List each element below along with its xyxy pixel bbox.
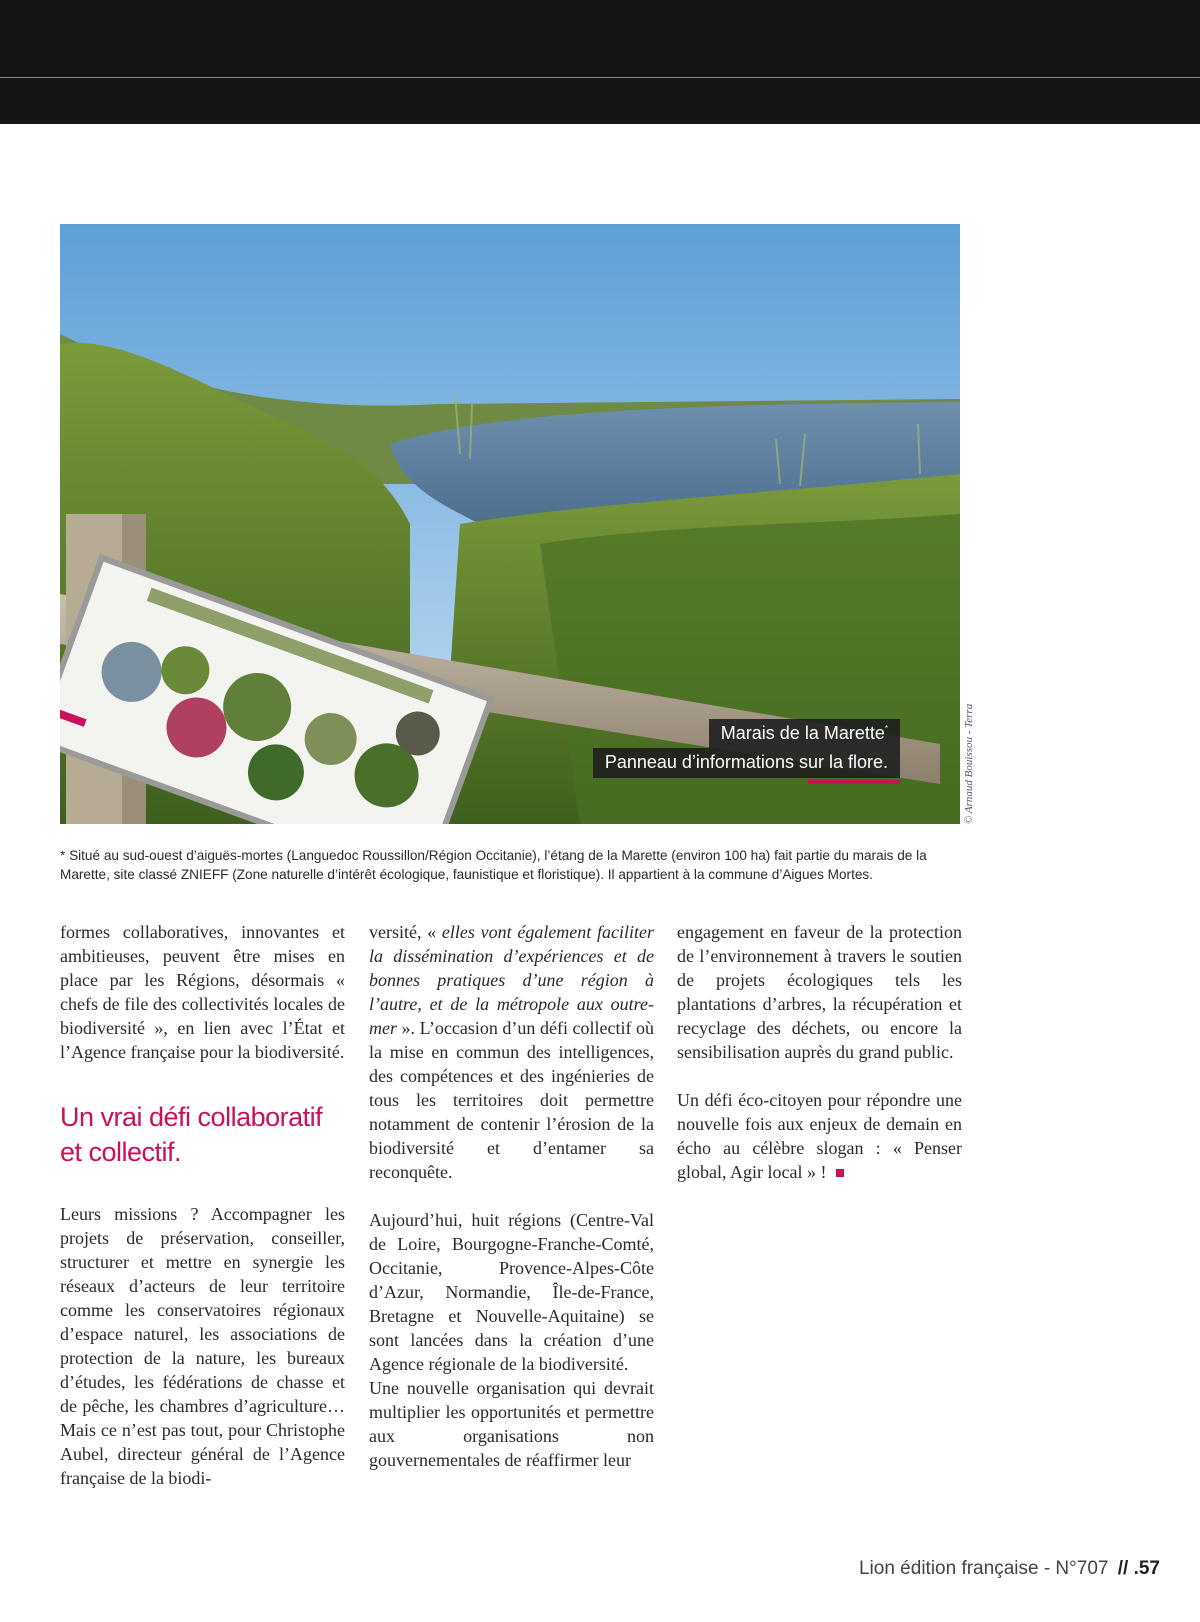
- article-column-1: [60, 920, 345, 1490]
- section-heading: Un vrai défi collaboratif et collectif.: [60, 1102, 323, 1167]
- paragraph: formes collaboratives, innovantes et ambitieuses, peuvent être mises en place par les Régions, désormais « chefs de file des collectivités locales de biodiversité », en lien avec l’État et l’Agence française pour la biodiversité.: [60, 922, 345, 1062]
- photo-caption: [593, 719, 900, 778]
- caption-title: Marais de la Marette*: [709, 719, 900, 749]
- photo-credit: © Arnaud Bouissou - Terra: [963, 703, 975, 824]
- paragraph: Leurs missions ? Accompagner les projets de préservation, conseiller, structurer et mettre en synergie les réseaux d’acteurs de leur territoire comme les conservatoires régionaux d’espace naturel, les associations de protection de la nature, les bureaux d’études, les fédérations de chasse et de pêche, les chambres d’agriculture… Mais ce n’est pas tout, pour Christophe Aubel, directeur général de l’Agence française de la biodi-: [60, 1204, 345, 1488]
- caption-accent-bar: [808, 780, 900, 784]
- caption-subtitle: Panneau d’informations sur la flore.: [593, 748, 900, 778]
- paragraph: Un défi éco-citoyen pour répondre une nouvelle fois aux enjeux de demain en écho au célèbre slogan : « Penser global, Agir local » !: [677, 1090, 962, 1182]
- photo-footnote: * Situé au sud-ouest d’aiguës-mortes (Languedoc Roussillon/Région Occitanie), l’étang de la Marette (environ 100 ha) fait partie du marais de la Marette, site classé ZNIEFF (Zone naturelle d’intérêt écologique, faunistique et floristique). Il appartient à la commune d’Aigues Mortes.: [60, 848, 927, 882]
- paragraph: Aujourd’hui, huit régions (Centre-Val de Loire, Bourgogne-Franche-Comté, Occitanie, Provence-Alpes-Côte d’Azur, Normandie, Île-de-France, Bretagne et Nouvelle-Aquitaine) se sont lancées dans la création d’une Agence régionale de la biodiversité.: [369, 1210, 654, 1374]
- marsh-photo: [60, 224, 960, 824]
- folio-separator: //: [1117, 1558, 1129, 1579]
- paragraph: engagement en faveur de la protection de l’environnement à travers le soutien de projets écologiques tels les plantations d’arbres, la récupération et recyclage des déchets, ou encore la sensibilisation auprès du grand public.: [677, 922, 962, 1062]
- article-column-3: [677, 920, 962, 1184]
- paragraph: Une nouvelle organisation qui devrait multiplier les opportunités et permettre aux organisations non gouvernementales de réaffirmer leur: [369, 1378, 654, 1470]
- page-number: .57: [1133, 1558, 1160, 1579]
- article-column-2: [369, 920, 654, 1472]
- paragraph: versité, « elles vont également faciliter la dissémination d’expériences et de bonnes pratiques d’une région à l’autre, et de la métropole aux outre-mer ». L’occasion d’un défi collectif où la mise en commun des intelligences, des compétences et des ingénieries de tous les territoires doit permettre notamment de contenir l’érosion de la biodiversité et d’entamer sa reconquête.: [369, 922, 655, 1182]
- page-folio: [859, 1558, 1160, 1580]
- header-band: [0, 0, 1200, 124]
- end-of-article-mark: [836, 1169, 844, 1177]
- header-rule: [0, 77, 1200, 78]
- quote-italic: elles vont également faciliter la dissémination d’expériences et de bonnes pratiques d’une région à l’autre, et de la métropole aux outre-mer: [369, 922, 655, 1038]
- publication-name: Lion édition française - N°707: [858, 1558, 1109, 1579]
